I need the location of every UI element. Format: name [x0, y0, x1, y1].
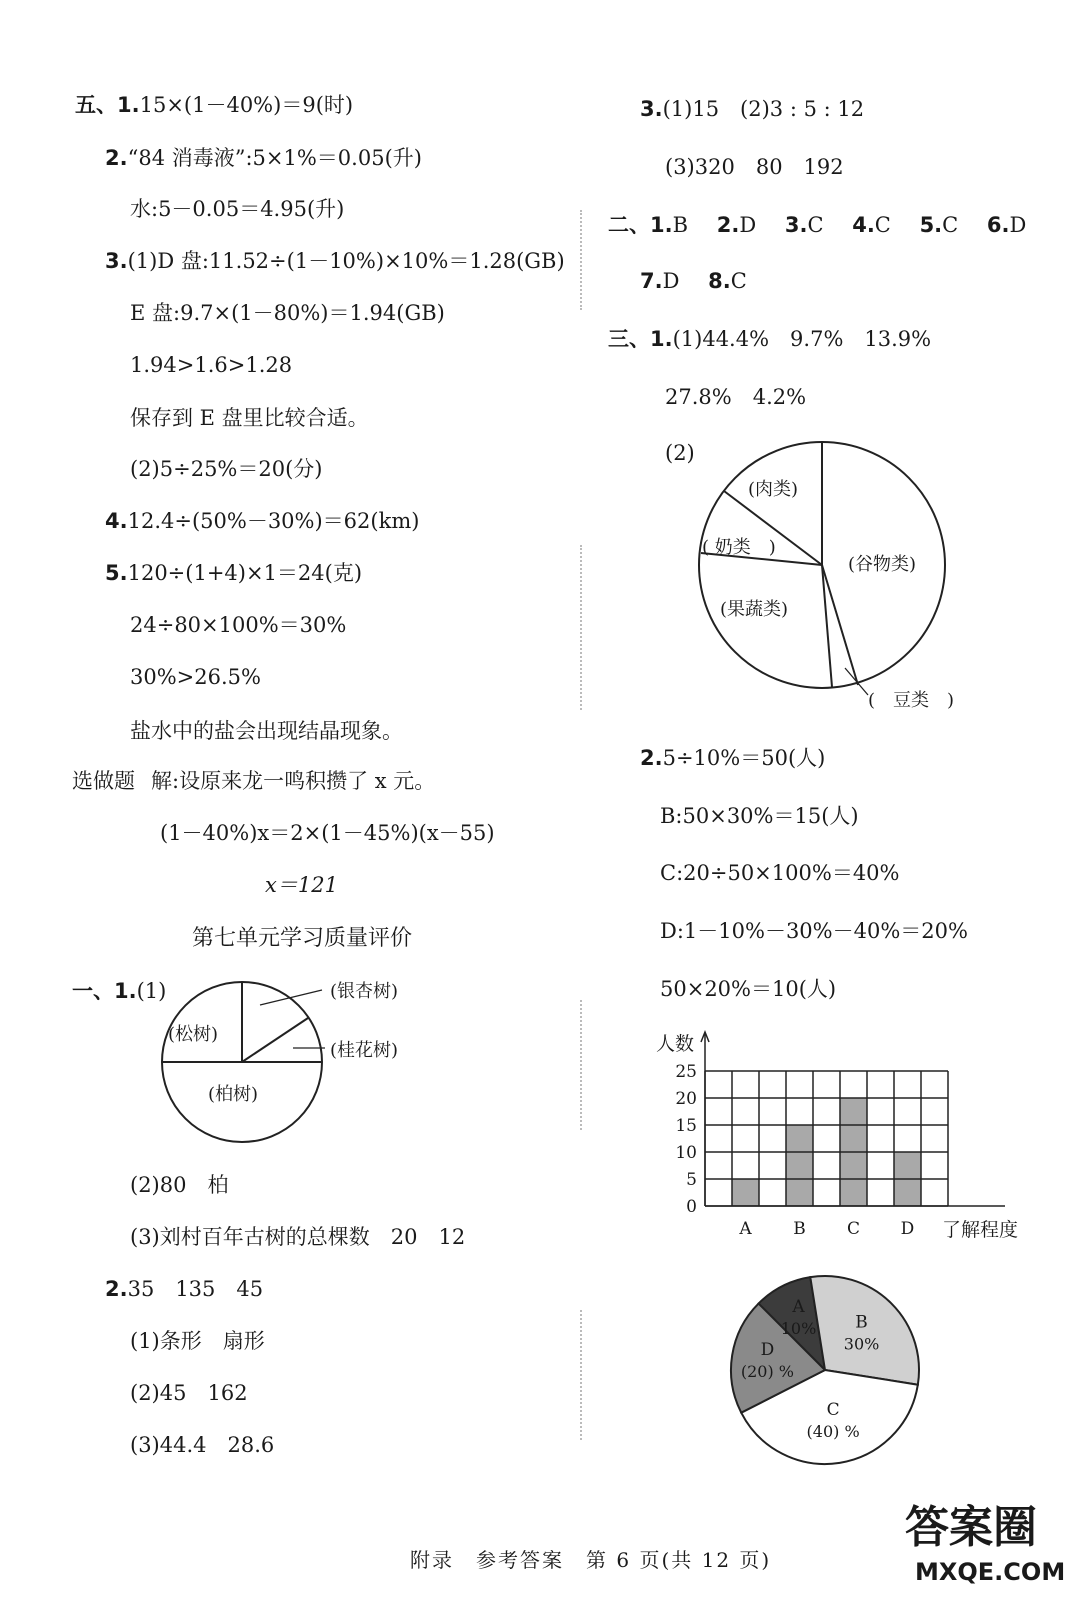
- answer-line: 水:5－0.05＝4.95(升): [130, 197, 345, 221]
- bar-chart: [650, 1028, 1030, 1248]
- q-num: 3.: [105, 249, 128, 273]
- answer-line: 27.8% 4.2%: [665, 385, 807, 409]
- pie-divider: [242, 1018, 308, 1062]
- y-axis-label: 人数: [656, 1033, 695, 1055]
- column-divider: [580, 545, 582, 710]
- column-divider: [580, 1310, 582, 1440]
- watermark-mark: 答案圈: [905, 1502, 1037, 1553]
- equation: x＝121: [265, 873, 338, 897]
- answer-text: 12.4÷(50%－30%)＝62(km): [127, 509, 420, 533]
- q-num: 4.: [105, 509, 128, 533]
- q-num: 3.: [784, 213, 808, 237]
- mc-answer: C: [874, 213, 891, 237]
- q-num: 4.: [852, 213, 875, 237]
- q-num: 5.: [105, 561, 128, 585]
- answer-line: 保存到 E 盘里比较合适。: [130, 406, 369, 430]
- pie-label-D: D: [760, 1339, 775, 1360]
- answer-5-5: [105, 560, 362, 586]
- answer-r-3: [640, 96, 864, 122]
- mc-answer: C: [730, 269, 747, 293]
- tree-pie-chart: [150, 960, 440, 1170]
- answer-text: (1)15 (2)3 : 5 : 12: [662, 97, 865, 121]
- y-tick-label: 10: [675, 1143, 697, 1163]
- q-num: 三、1.: [608, 327, 673, 351]
- answer-line: 盐水中的盐会出现结晶现象。: [130, 719, 403, 743]
- food-pie-chart: [690, 440, 980, 720]
- q-sub: (2): [665, 441, 695, 465]
- answer-text: 120÷(1+4)×1＝24(克): [127, 561, 363, 585]
- optional-label: 选做题: [72, 769, 135, 793]
- x-tick-label: B: [793, 1219, 806, 1239]
- mc-answer: D: [1009, 213, 1027, 237]
- pie-percent-B: 30%: [843, 1334, 880, 1354]
- answer-text: 35 135 45: [127, 1277, 264, 1301]
- pie-label-B: B: [855, 1312, 868, 1333]
- answer-line: (3)320 80 192: [665, 155, 844, 179]
- answer-text: 15×(1－40%)＝9(时): [139, 93, 354, 117]
- mc-answer: D: [739, 213, 757, 237]
- answer-line: D:1－10%－30%－40%＝20%: [660, 919, 968, 943]
- answer-line: (1)条形 扇形: [130, 1329, 265, 1353]
- answer-line: (3)44.4 28.6: [130, 1433, 275, 1457]
- answer-5-3: [105, 248, 565, 274]
- q-num: 8.: [708, 269, 731, 293]
- x-tick-label: D: [900, 1219, 915, 1239]
- mc-answer: B: [672, 213, 689, 237]
- q-num: 2.: [716, 213, 740, 237]
- unit-title: 第七单元学习质量评价: [192, 926, 413, 951]
- pie-label-veg: (果蔬类): [720, 599, 789, 620]
- q-num: 6.: [986, 213, 1010, 237]
- q-num: 2.: [105, 146, 128, 170]
- answer-line: E 盘:9.7×(1－80%)＝1.94(GB): [130, 301, 445, 325]
- answer-line: 50×20%＝10(人): [660, 977, 837, 1001]
- watermark-url: MXQE.COM: [915, 1558, 1066, 1586]
- pie-label-cypress: (柏树): [208, 1084, 259, 1105]
- answer-line: (2)80 柏: [130, 1173, 229, 1197]
- answer-line: (3)刘村百年古树的总棵数 20 12: [130, 1225, 466, 1249]
- bar-A: [732, 1179, 759, 1206]
- answer-line: (2)45 162: [130, 1381, 248, 1405]
- pie-label-C: C: [826, 1400, 840, 1421]
- answer-u7-2: [105, 1276, 263, 1302]
- pie-label-osmanthus: (桂花树): [330, 1040, 399, 1061]
- answer-line: 1.94>1.6>1.28: [130, 353, 293, 377]
- optional-question: [72, 768, 435, 794]
- pie-label-bean: ( 豆类 ): [868, 690, 955, 711]
- optional-text: 解:设原来龙一鸣积攒了 x 元。: [151, 769, 436, 793]
- y-tick-label: 5: [686, 1170, 697, 1190]
- column-divider: [580, 1000, 582, 1130]
- watermark-logo: [895, 1480, 1070, 1590]
- answer-5-1: [75, 92, 353, 118]
- answer-text: “84 消毒液”:5×1%＝0.05(升): [127, 146, 422, 170]
- mc-answers-row1: [608, 212, 1026, 238]
- mc-answer: C: [807, 213, 824, 237]
- page-footer: 附录 参考答案 第 6 页(共 12 页): [410, 1548, 772, 1572]
- x-axis-label: 了解程度: [942, 1219, 1019, 1241]
- q-num: 2.: [105, 1277, 128, 1301]
- answer-r3-2: [640, 745, 825, 771]
- pie-label-pine: (松树): [168, 1024, 219, 1045]
- answer-line: (2)5÷25%＝20(分): [130, 457, 323, 481]
- q-num: 5.: [919, 213, 943, 237]
- pie-label-milk: ( 奶类 ): [702, 537, 776, 558]
- q-num: 五、1.: [75, 93, 140, 117]
- answer-5-4: [105, 508, 419, 534]
- q-num: 3.: [640, 97, 663, 121]
- q-num: 一、1.: [72, 979, 137, 1003]
- answer-text: (1)44.4% 9.7% 13.9%: [672, 327, 932, 351]
- column-divider: [580, 210, 582, 310]
- level-pie-chart: [725, 1270, 935, 1480]
- answer-r3-1: [608, 326, 931, 352]
- x-tick-label: A: [739, 1219, 752, 1239]
- pointer-line: [845, 668, 868, 695]
- pie-percent-D: (20) %: [740, 1361, 795, 1381]
- mc-answer: D: [662, 269, 680, 293]
- q-num: 二、1.: [608, 213, 673, 237]
- y-tick-label: 20: [675, 1089, 697, 1109]
- q-num: 2.: [640, 746, 663, 770]
- answer-text: (1)D 盘:11.52÷(1－10%)×10%＝1.28(GB): [127, 249, 565, 273]
- answer-5-2: [105, 145, 422, 171]
- x-tick-label: C: [846, 1219, 861, 1239]
- q-sub: (1): [136, 979, 167, 1003]
- pie-label-ginkgo: (银杏树): [330, 981, 399, 1002]
- pie-percent-A: 10%: [780, 1319, 817, 1339]
- answer-line: 24÷80×100%＝30%: [130, 613, 347, 637]
- bar-B: [786, 1125, 813, 1206]
- q-num: 7.: [640, 269, 663, 293]
- equation: (1－40%)x＝2×(1－45%)(x－55): [160, 821, 495, 845]
- y-tick-label: 25: [675, 1062, 697, 1082]
- y-tick-label: 15: [675, 1116, 697, 1136]
- pie-label-A: A: [792, 1297, 805, 1318]
- y-tick-label: 0: [686, 1197, 697, 1217]
- answer-line: 30%>26.5%: [130, 665, 261, 689]
- pie-percent-C: (40) %: [806, 1422, 860, 1442]
- mc-answers-row2: [640, 268, 747, 294]
- mc-answer: C: [942, 213, 959, 237]
- answer-line: B:50×30%＝15(人): [660, 804, 859, 828]
- pie-label-grain: (谷物类): [848, 554, 917, 575]
- pie-label-meat: (肉类): [748, 479, 799, 500]
- pointer-line: [260, 990, 322, 1005]
- answer-text: 5÷10%＝50(人): [662, 746, 826, 770]
- answer-line: C:20÷50×100%＝40%: [660, 861, 900, 885]
